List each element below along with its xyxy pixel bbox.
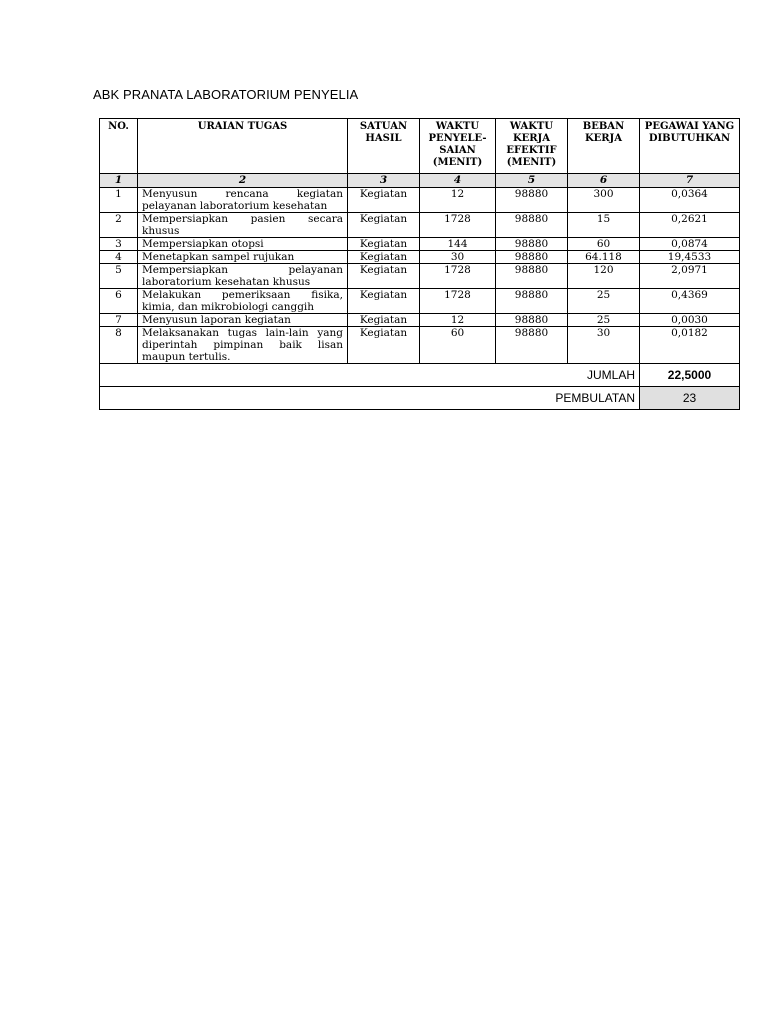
row-waktu-efektif: 98880 [496, 327, 568, 364]
row-no: 1 [100, 188, 138, 213]
row-no: 4 [100, 251, 138, 264]
header-waktu-penyelesaian: WAKTU PENYELE-SAIAN (MENIT) [420, 119, 496, 174]
jumlah-value: 22,5000 [640, 364, 740, 387]
row-waktu-penyelesaian: 1728 [420, 289, 496, 314]
row-pegawai: 0,0874 [640, 238, 740, 251]
column-number: 1 [100, 174, 138, 188]
row-pegawai: 0,4369 [640, 289, 740, 314]
row-no: 6 [100, 289, 138, 314]
row-satuan: Kegiatan [348, 314, 420, 327]
row-pegawai: 2,0971 [640, 264, 740, 289]
row-waktu-penyelesaian: 1728 [420, 264, 496, 289]
row-pegawai: 0,0030 [640, 314, 740, 327]
table-row [100, 251, 740, 264]
header-waktu-kerja-efektif: WAKTU KERJA EFEKTIF (MENIT) [496, 119, 568, 174]
header-pegawai-dibutuhkan: PEGAWAI YANG DIBUTUHKAN [640, 119, 740, 174]
column-number: 5 [496, 174, 568, 188]
column-number: 4 [420, 174, 496, 188]
row-no: 8 [100, 327, 138, 364]
row-no: 7 [100, 314, 138, 327]
row-waktu-penyelesaian: 1728 [420, 213, 496, 238]
table-row [100, 327, 740, 364]
jumlah-row [100, 364, 740, 387]
row-uraian: Menyusun laporan kegiatan [138, 314, 348, 327]
header-satuan-hasil: SATUAN HASIL [348, 119, 420, 174]
column-number: 2 [138, 174, 348, 188]
column-number: 3 [348, 174, 420, 188]
row-no: 2 [100, 213, 138, 238]
column-number: 6 [568, 174, 640, 188]
row-waktu-efektif: 98880 [496, 213, 568, 238]
row-uraian: Mempersiapkan pasien secara khusus [138, 213, 348, 238]
pembulatan-label: PEMBULATAN [100, 387, 640, 410]
row-uraian: Mempersiapkan pelayanan laboratorium kesehatan khusus [138, 264, 348, 289]
row-satuan: Kegiatan [348, 238, 420, 251]
table-row [100, 264, 740, 289]
row-waktu-efektif: 98880 [496, 238, 568, 251]
row-pegawai: 19,4533 [640, 251, 740, 264]
row-beban: 60 [568, 238, 640, 251]
row-beban: 300 [568, 188, 640, 213]
row-waktu-penyelesaian: 60 [420, 327, 496, 364]
row-waktu-efektif: 98880 [496, 264, 568, 289]
row-pegawai: 0,0364 [640, 188, 740, 213]
row-uraian: Melakukan pemeriksaan fisika, kimia, dan mikrobiologi canggih [138, 289, 348, 314]
row-satuan: Kegiatan [348, 251, 420, 264]
row-beban: 30 [568, 327, 640, 364]
header-uraian-tugas: URAIAN TUGAS [138, 119, 348, 174]
row-satuan: Kegiatan [348, 289, 420, 314]
row-pegawai: 0,2621 [640, 213, 740, 238]
jumlah-label: JUMLAH [100, 364, 640, 387]
row-waktu-efektif: 98880 [496, 251, 568, 264]
workload-table [99, 118, 740, 410]
column-number-row [100, 174, 740, 188]
header-no: NO. [100, 119, 138, 174]
pembulatan-row [100, 387, 740, 410]
row-waktu-penyelesaian: 144 [420, 238, 496, 251]
header-beban-kerja: BEBAN KERJA [568, 119, 640, 174]
row-uraian: Melaksanakan tugas lain-lain yang diperintah pimpinan baik lisan maupun tertulis. [138, 327, 348, 364]
row-waktu-penyelesaian: 30 [420, 251, 496, 264]
table-row [100, 238, 740, 251]
table-row [100, 289, 740, 314]
row-waktu-efektif: 98880 [496, 314, 568, 327]
row-waktu-penyelesaian: 12 [420, 314, 496, 327]
row-uraian: Menetapkan sampel rujukan [138, 251, 348, 264]
table-row [100, 188, 740, 213]
row-satuan: Kegiatan [348, 327, 420, 364]
row-pegawai: 0,0182 [640, 327, 740, 364]
pembulatan-value: 23 [640, 387, 740, 410]
row-uraian: Mempersiapkan otopsi [138, 238, 348, 251]
row-beban: 25 [568, 314, 640, 327]
row-no: 3 [100, 238, 138, 251]
row-satuan: Kegiatan [348, 213, 420, 238]
row-beban: 120 [568, 264, 640, 289]
row-satuan: Kegiatan [348, 264, 420, 289]
table-row [100, 314, 740, 327]
column-number: 7 [640, 174, 740, 188]
header-row [100, 119, 740, 174]
row-no: 5 [100, 264, 138, 289]
row-beban: 25 [568, 289, 640, 314]
row-beban: 15 [568, 213, 640, 238]
document-title: ABK PRANATA LABORATORIUM PENYELIA [93, 87, 359, 102]
row-waktu-efektif: 98880 [496, 289, 568, 314]
row-waktu-penyelesaian: 12 [420, 188, 496, 213]
row-beban: 64.118 [568, 251, 640, 264]
row-waktu-efektif: 98880 [496, 188, 568, 213]
row-satuan: Kegiatan [348, 188, 420, 213]
row-uraian: Menyusun rencana kegiatan pelayanan laboratorium kesehatan [138, 188, 348, 213]
table-row [100, 213, 740, 238]
